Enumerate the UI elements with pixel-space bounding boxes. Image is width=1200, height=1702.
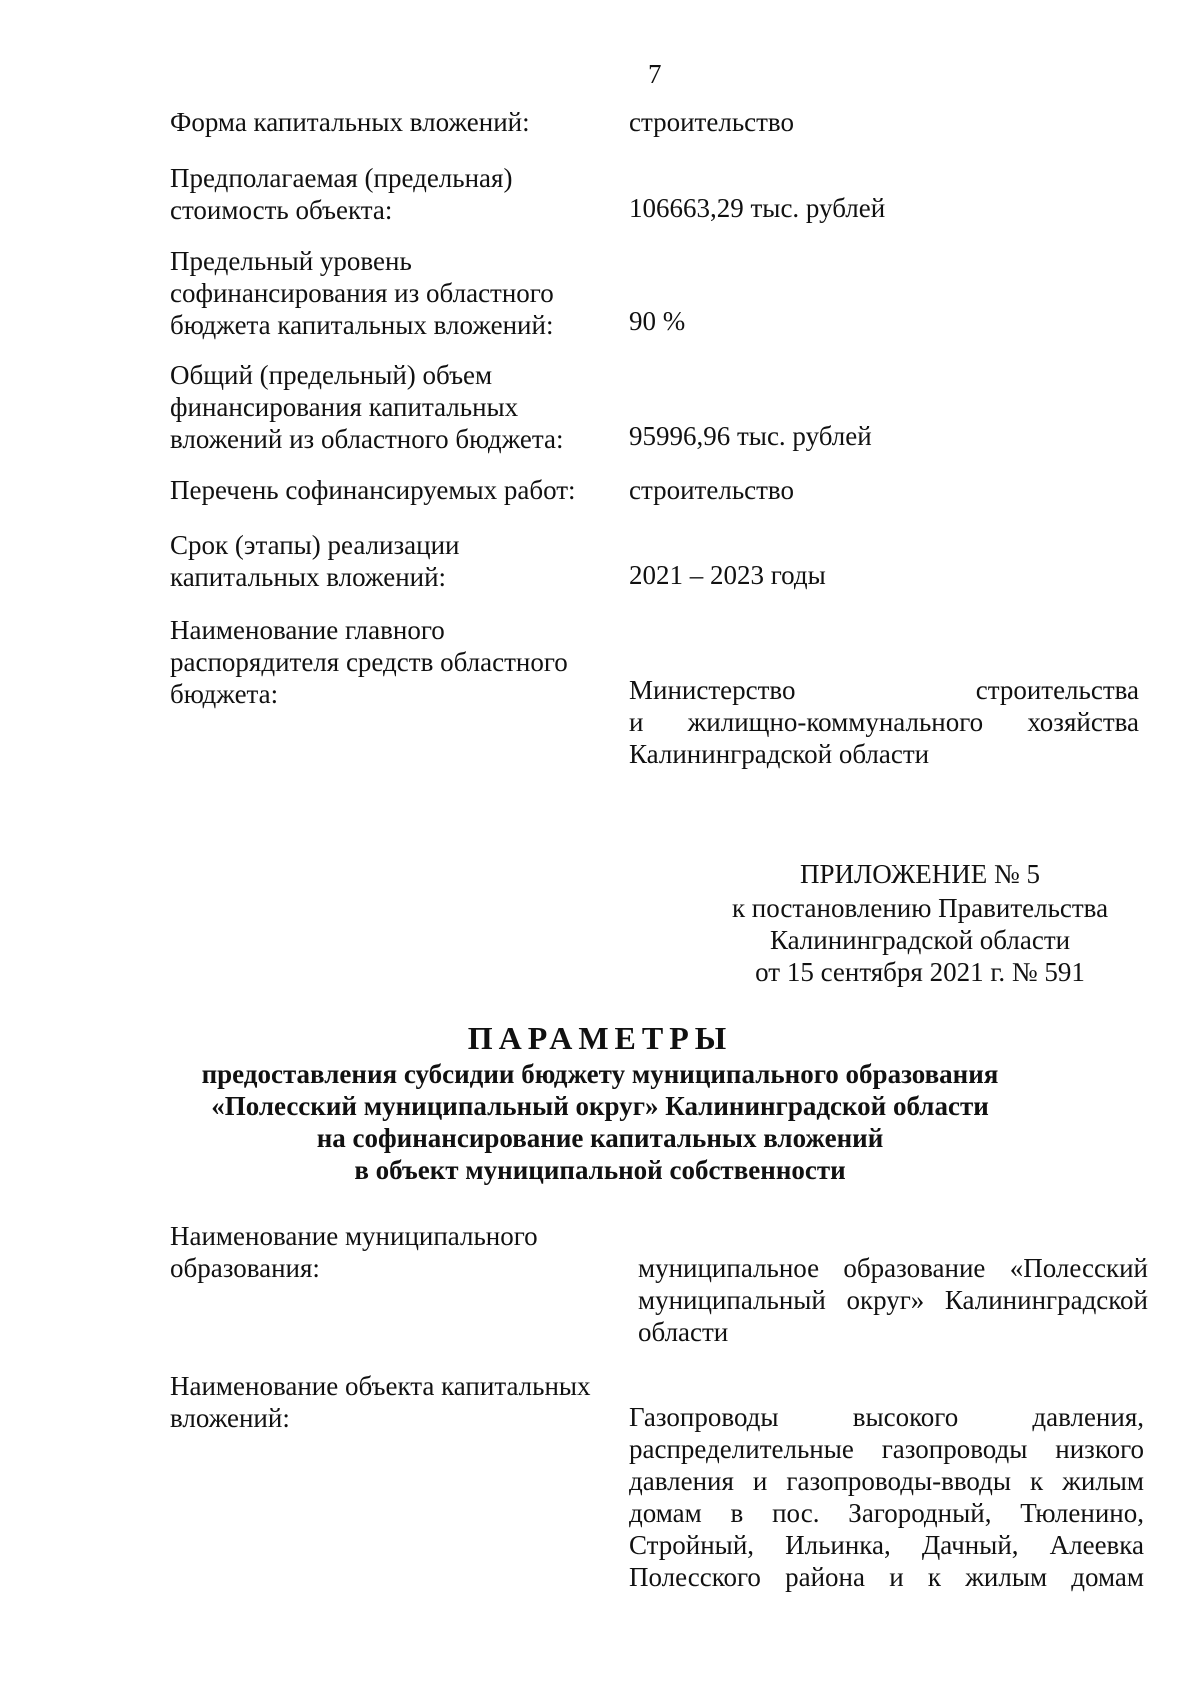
appendix-title: ПРИЛОЖЕНИЕ № 5 — [799, 859, 1041, 889]
appendix-line: к постановлению Правительства — [731, 893, 1109, 923]
appendix-line: от 15 сентября 2021 г. № 591 — [755, 957, 1085, 987]
row-label: Наименование главного распорядителя средств областного бюджета: — [170, 615, 568, 709]
parameters-subtitle-line: на софинансирование капитальных вложений — [316, 1123, 884, 1153]
row-label: Форма капитальных вложений: — [170, 107, 530, 137]
row-value: строительство — [629, 107, 794, 137]
row-value: строительство — [629, 475, 794, 505]
row-label: Перечень софинансируемых работ: — [170, 475, 576, 505]
row-value: Министерство строительства и жилищно-коммунального хозяйства Калининградской области — [629, 675, 1139, 769]
row-chief-manager — [170, 614, 1150, 774]
row-implementation-term — [170, 529, 1150, 599]
row-cofinancing-level — [170, 245, 1150, 345]
row-capital-object — [170, 1370, 1150, 1610]
row-capital-form — [170, 106, 1150, 146]
row-value: 90 % — [629, 306, 686, 336]
row-label: Срок (этапы) реализации капитальных вложений: — [170, 530, 460, 592]
row-financing-volume — [170, 359, 1150, 459]
row-value: 106663,29 тыс. рублей — [629, 193, 886, 223]
row-value: муниципальное образование «Полесский муниципальный округ» Калининградской области — [638, 1253, 1148, 1347]
parameters-title: ПАРАМЕТРЫ — [467, 1020, 733, 1056]
row-label: Общий (предельный) объем финансирования капитальных вложений из областного бюджета: — [170, 360, 564, 454]
parameters-subtitle-line: предоставления субсидии бюджету муниципального образования — [201, 1059, 999, 1089]
row-value: 2021 – 2023 годы — [629, 560, 826, 590]
row-value: 95996,96 тыс. рублей — [629, 421, 872, 451]
appendix-line: Калининградской области — [769, 925, 1071, 955]
row-label: Предельный уровень софинансирования из областного бюджета капитальных вложений: — [170, 246, 554, 340]
parameters-subtitle-line: в объект муниципальной собственности — [354, 1155, 846, 1185]
row-works-list — [170, 474, 1150, 514]
parameters-heading — [0, 1018, 1200, 1186]
row-estimated-cost — [170, 162, 1150, 232]
row-municipality — [170, 1220, 1150, 1347]
row-label: Наименование объекта капитальных вложений: — [170, 1371, 591, 1433]
parameters-subtitle-line: «Полесский муниципальный округ» Калининградской области — [211, 1091, 989, 1121]
row-label: Наименование муниципального образования: — [170, 1221, 538, 1283]
page-number: 7 — [648, 59, 662, 89]
appendix-header — [700, 858, 1140, 988]
row-label: Предполагаемая (предельная) стоимость объекта: — [170, 163, 513, 225]
row-value: Газопроводы высокого давления, распределительные газопроводы низкого давления и газопроводы-вводы к жилым домам в пос. Загородный, Тюленино, Стройный, Ильинка, Дачный, Алеевка Полесского района и к жилым домам — [629, 1402, 1144, 1592]
